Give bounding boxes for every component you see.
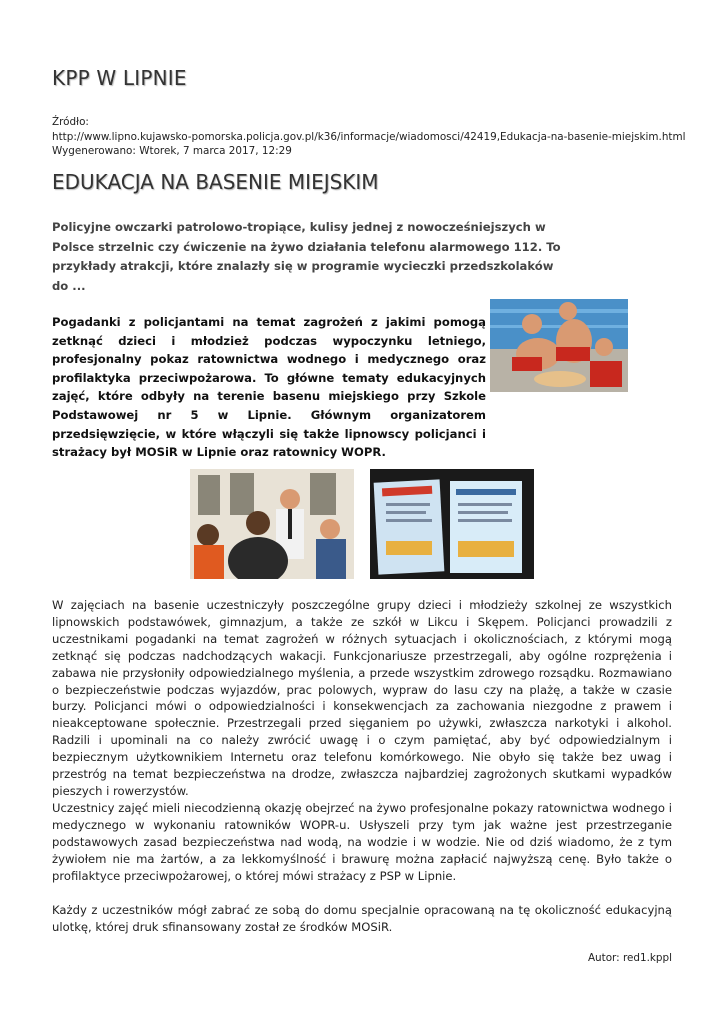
generated-date: Wygenerowano: Wtorek, 7 marca 2017, 12:29 bbox=[52, 145, 292, 157]
paragraph-3: Każdy z uczestników mógł zabrać ze sobą do domu specjalnie opracowaną na tę okoliczność edukacyjną ulotkę, której druk sfinansowany został ze środków MOSiR. bbox=[52, 903, 672, 934]
article-body-1 bbox=[52, 597, 672, 800]
photo-lifeguards-pool[interactable] bbox=[490, 299, 628, 392]
photo-lifeguards-graphic bbox=[490, 299, 628, 392]
photo-leaflets[interactable] bbox=[370, 469, 534, 579]
article-title: EDUKACJA NA BASENIE MIEJSKIM bbox=[52, 170, 379, 194]
article-body-2 bbox=[52, 800, 672, 885]
source-label: Źródło: bbox=[52, 116, 89, 128]
photo-policeman-children[interactable] bbox=[190, 469, 354, 579]
paragraph-1: W zajęciach na basenie uczestniczyły poszczególne grupy dzieci i młodzieży szkolnej ze wszystkich lipnowskich podstawówek, gimnazjum, a także ze szkół w Likcu i Skępem. Policjanci prowadzili z uczestnikami pogadanki na temat zagrożeń w różnych sytuacjach i okolicznościach, z którymi mogą zetknąć się podczas nadchodzących wakacji. Funkcjonariusze przestrzegali, aby ogólne rozprężenia i zabawa nie przysłoniły odpowiedzialnego myślenia, a przede wszystkim zdrowego rozsądku. Rozmawiano o bezpieczeństwie podczas wyjazdów, prac polowych, wypraw do lasu czy na plażę, a także w czasie burzy. Policjanci mówi o odpowiedzialności i konsekwencjach za zachowania niezgodne z prawem i nieakceptowane społecznie. Przestrzegali przed sięganiem po używki, zwłaszcza narkotyki i alkohol. Radzili i upominali na co należy zwrócić uwagę i o czym pamiętać, aby być odpowiedzialnym i bezpiecznym użytkownikiem Internetu oraz telefonu komórkowego. Nie obyło się także bez uwag i przestróg na temat bezpieczeństwa na drodze, zwłaszcza najbardziej zagrożonych skutkami wypadków pieszych i rowerzystów. bbox=[52, 598, 672, 798]
source-meta bbox=[52, 115, 692, 159]
article-author: Autor: red1.kppl bbox=[587, 952, 672, 964]
paragraph-2: Uczestnicy zajęć mieli niecodzienną okazję obejrzeć na żywo profesjonalne pokazy ratownictwa wodnego i medycznego w wykonaniu ratowników WOPR-u. Usłyszeli przy tym jak ważne jest przestrzeganie podstawowych zasad bezpieczeństwa nad wodą, na wodzie i w wodzie. Nie od dziś wiadomo, że z tym żywiołem nie ma żartów, a za lekkomyślność i brawurę można zapłacić najwyższą cenę. Było także o profilaktyce przeciwpożarowej, o której mówi strażacy z PSP w Lipnie. bbox=[52, 801, 672, 883]
article-intro: Pogadanki z policjantami na temat zagrożeń z jakimi pomogą zetknąć dzieci i młodzież podczas wypoczynku letniego, profesjonalny pokaz ratownictwa wodnego i medycznego oraz profilaktyka przeciwpożarowa. To główne tematy edukacyjnych zajęć, które odbyły na terenie basenu miejskiego przy Szkole Podstawowej nr 5 w Lipnie. Głównym organizatorem przedsięwzięcie, w które włączyli się także lipnowscy policjanci i strażacy był MOSiR w Lipnie oraz ratownicy WOPR. bbox=[52, 315, 486, 460]
site-title: KPP W LIPNIE bbox=[52, 66, 187, 90]
source-url[interactable]: http://www.lipno.kujawsko-pomorska.policja.gov.pl/k36/informacje/wiadomosci/42419,Edukacja-na-basenie-miejskim.html bbox=[52, 130, 686, 143]
photo-policeman-graphic bbox=[190, 469, 354, 579]
article-body-3 bbox=[52, 902, 672, 936]
photo-leaflets-graphic bbox=[370, 469, 534, 579]
article-lead: Policyjne owczarki patrolowo-tropiące, kulisy jednej z nowocześniejszych w Polsce strzelnic czy ćwiczenie na żywo działania telefonu alarmowego 112. To przykłady atrakcji, które znalazły się w programie wycieczki przedszkolaków do ... bbox=[52, 220, 561, 293]
